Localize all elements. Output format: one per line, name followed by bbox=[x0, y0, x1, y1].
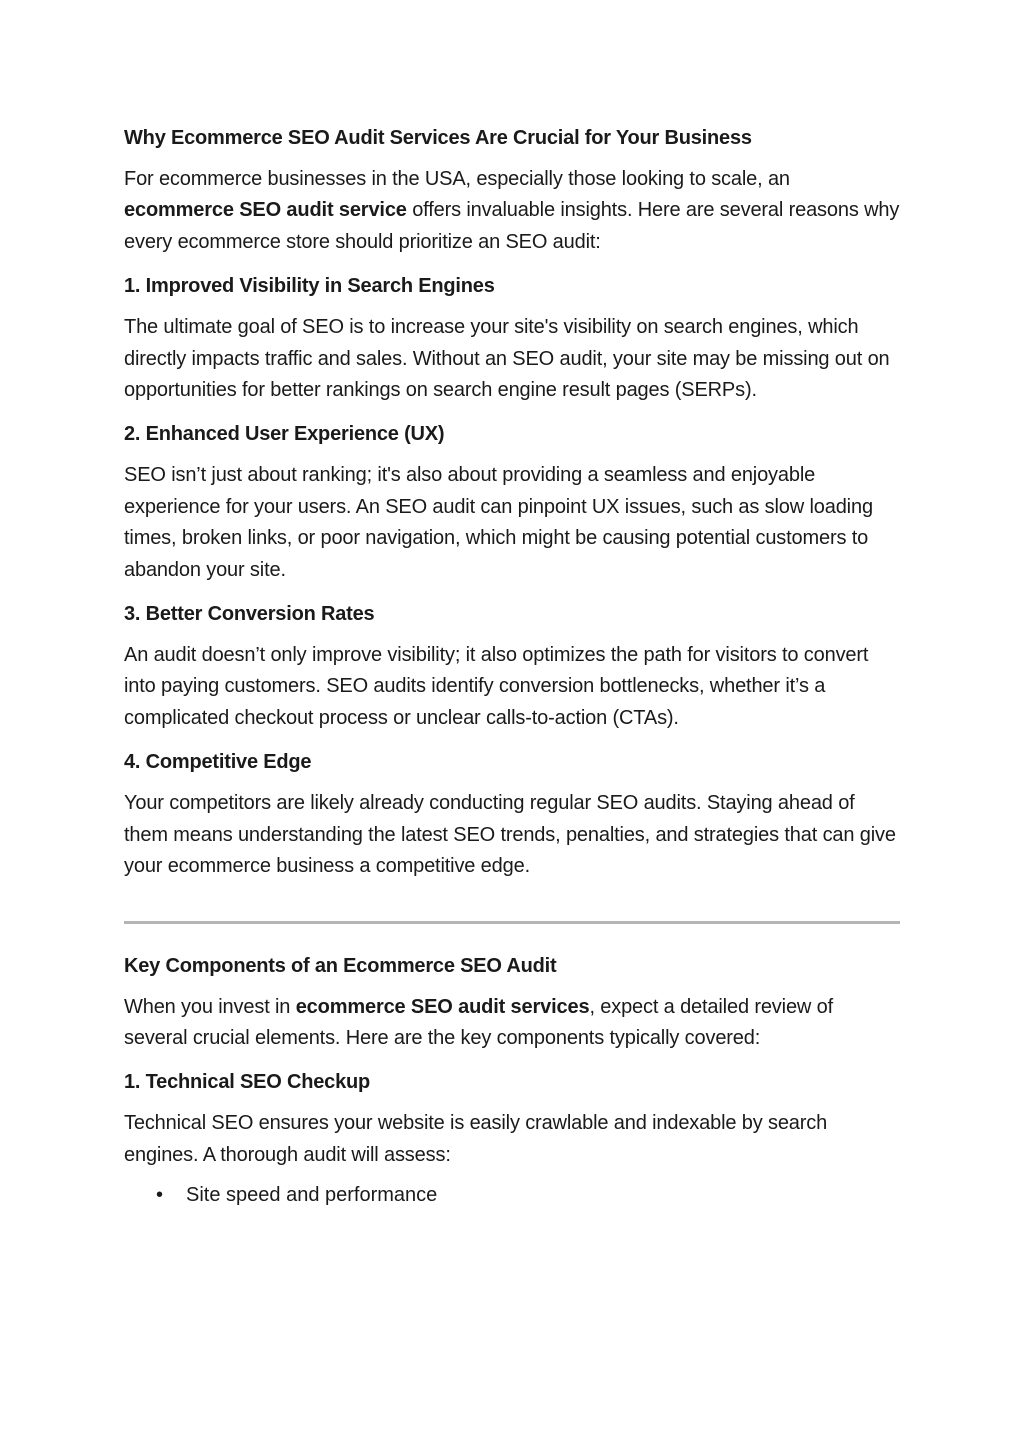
document-page bbox=[124, 118, 900, 1211]
section-title-key-components: Key Components of an Ecommerce SEO Audit bbox=[124, 954, 557, 977]
point-heading-ux: 2. Enhanced User Experience (UX) bbox=[124, 423, 445, 446]
point-body-competitive: Your competitors are likely already conducting regular SEO audits. Staying ahead of them means understanding the latest SEO trends, penalties, and strategies that can give your ecommerce business a competitive edge. bbox=[124, 792, 896, 878]
point-heading-conversion: 3. Better Conversion Rates bbox=[124, 603, 375, 626]
point-heading-visibility: 1. Improved Visibility in Search Engines bbox=[124, 275, 495, 298]
point-body-ux: SEO isn’t just about ranking; it's also about providing a seamless and enjoyable experience for your users. An SEO audit can pinpoint UX issues, such as slow loading times, broken links, or poor navigation, which might be causing potential customers to abandon your site. bbox=[124, 464, 873, 581]
components-intro-paragraph bbox=[124, 992, 900, 1055]
list-item-text: Site speed and performance bbox=[186, 1184, 438, 1207]
intro-text-after: offers invaluable insights. Here are several reasons why every ecommerce store should prioritize an SEO audit: bbox=[124, 199, 900, 253]
section-divider bbox=[124, 921, 900, 924]
point-body-conversion: An audit doesn’t only improve visibility; it also optimizes the path for visitors to convert into paying customers. SEO audits identify conversion bottlenecks, whether it’s a complicated checkout process or unclear calls-to-action (CTAs). bbox=[124, 644, 869, 729]
technical-checklist bbox=[124, 1179, 900, 1211]
components-intro-bold-term: ecommerce SEO audit services bbox=[295, 995, 590, 1018]
bullet-icon: • bbox=[156, 1184, 164, 1207]
point-body-visibility: The ultimate goal of SEO is to increase your site's visibility on search engines, which directly impacts traffic and sales. Without an SEO audit, your site may be missing out on opportunities for better rankings on search engine result pages (SERPs). bbox=[124, 316, 890, 402]
list-item bbox=[124, 1179, 900, 1211]
technical-seo-heading: 1. Technical SEO Checkup bbox=[124, 1071, 371, 1094]
point-heading-competitive: 4. Competitive Edge bbox=[124, 751, 312, 774]
components-intro-before: When you invest in bbox=[124, 995, 296, 1018]
technical-seo-body: Technical SEO ensures your website is easily crawlable and indexable by search engines. A thorough audit will assess: bbox=[124, 1112, 828, 1166]
components-intro-after: , expect a detailed review of several crucial elements. Here are the key components typically covered: bbox=[124, 995, 834, 1049]
intro-bold-term: ecommerce SEO audit service bbox=[124, 199, 407, 222]
section-title-why-audit: Why Ecommerce SEO Audit Services Are Crucial for Your Business bbox=[124, 127, 752, 149]
intro-paragraph bbox=[124, 164, 900, 258]
intro-text-before: For ecommerce businesses in the USA, especially those looking to scale, an bbox=[124, 168, 790, 190]
